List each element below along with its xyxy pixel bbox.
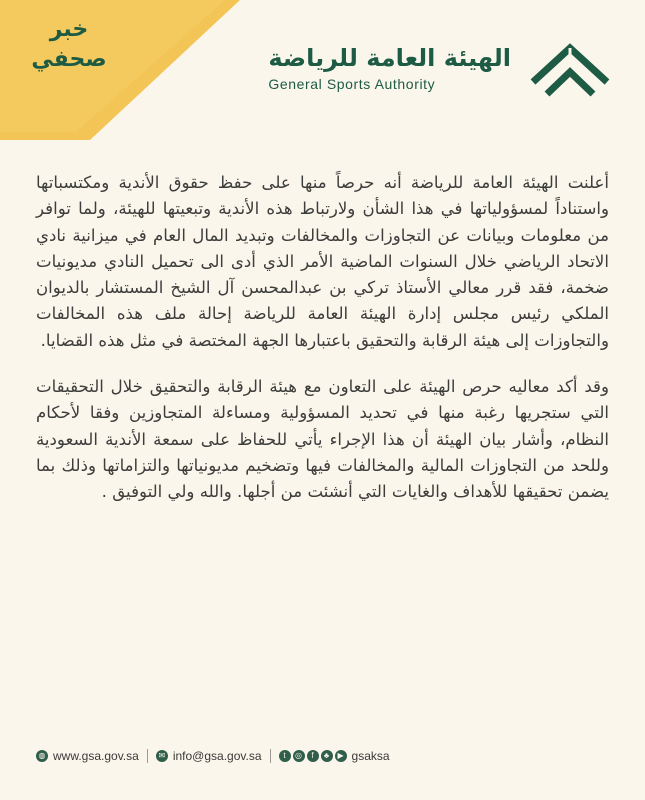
footer-divider [270, 749, 271, 763]
badge-line-press: صحفي [31, 47, 107, 72]
body-paragraph-2: وقد أكد معاليه حرص الهيئة على التعاون مع هيئة الرقابة والتحقيق خلال التحقيقات التي ستجريها رغبة منها في تحديد المسؤولية ومساءلة المتجاوزين وفقا لأحكام النظام، وأشار بيان الهيئة أن هذا الإجراء يأتي للحفاظ على سمعة الأندية السعودية وللحد من التجاوزات المالية والمخالفات فيها وتضخيم مديونياتها والتزاماتها وذلك بما يضمن تحقيقها للأهداف والغايات التي أنشئت من أجلها. والله ولي التوفيق . [36, 377, 609, 502]
logo-arabic-name: الهيئة العامة للرياضة [268, 44, 511, 72]
badge-line-news: خبر [49, 17, 89, 42]
twitter-icon[interactable]: t [279, 750, 291, 762]
social-icons [279, 750, 347, 762]
footer [36, 745, 609, 767]
authority-logo [268, 38, 615, 98]
logo-text [268, 43, 511, 93]
social-handle[interactable]: gsaksa [351, 749, 390, 763]
logo-english-name: General Sports Authority [268, 76, 436, 92]
footer-social[interactable] [279, 749, 390, 763]
globe-icon: ◍ [36, 750, 48, 762]
email-icon: ✉ [156, 750, 168, 762]
footer-divider [147, 749, 148, 763]
website-text[interactable]: www.gsa.gov.sa [53, 749, 139, 763]
facebook-icon[interactable]: f [307, 750, 319, 762]
footer-email[interactable] [156, 749, 262, 763]
logo-mark-icon [525, 38, 615, 98]
press-release-body [36, 170, 609, 506]
youtube-icon[interactable]: ▶ [335, 750, 347, 762]
instagram-icon[interactable]: ◎ [293, 750, 305, 762]
body-paragraph-1: أعلنت الهيئة العامة للرياضة أنه حرصاً منها على حفظ حقوق الأندية ومكتسباتها واستناداً لمسؤولياتها في هذا الشأن ولارتباط هذه الأندية وتبعيتها للهيئة، ولما توافر من معلومات وبيانات عن التجاوزات والمخالفات وتبديد المال العام في ميزانية نادي الاتحاد الرياضي خلال السنوات الماضية الأمر الذي أدى الى تحميل النادي مديونيات ضخمة، فقد قرر معالي الأستاذ تركي بن عبدالمحسن آل الشيخ المستشار بالديوان الملكي رئيس مجلس إدارة الهيئة العامة للرياضة إحالة ملف هذه المخالفات والتجاوزات إلى هيئة الرقابة والتحقيق باعتبارها الجهة المختصة في مثل هذه القضايا. [36, 173, 609, 350]
footer-website[interactable] [36, 749, 139, 763]
email-text[interactable]: info@gsa.gov.sa [172, 749, 262, 763]
snapchat-icon[interactable]: ♣ [321, 750, 333, 762]
press-release-badge [0, 0, 240, 140]
